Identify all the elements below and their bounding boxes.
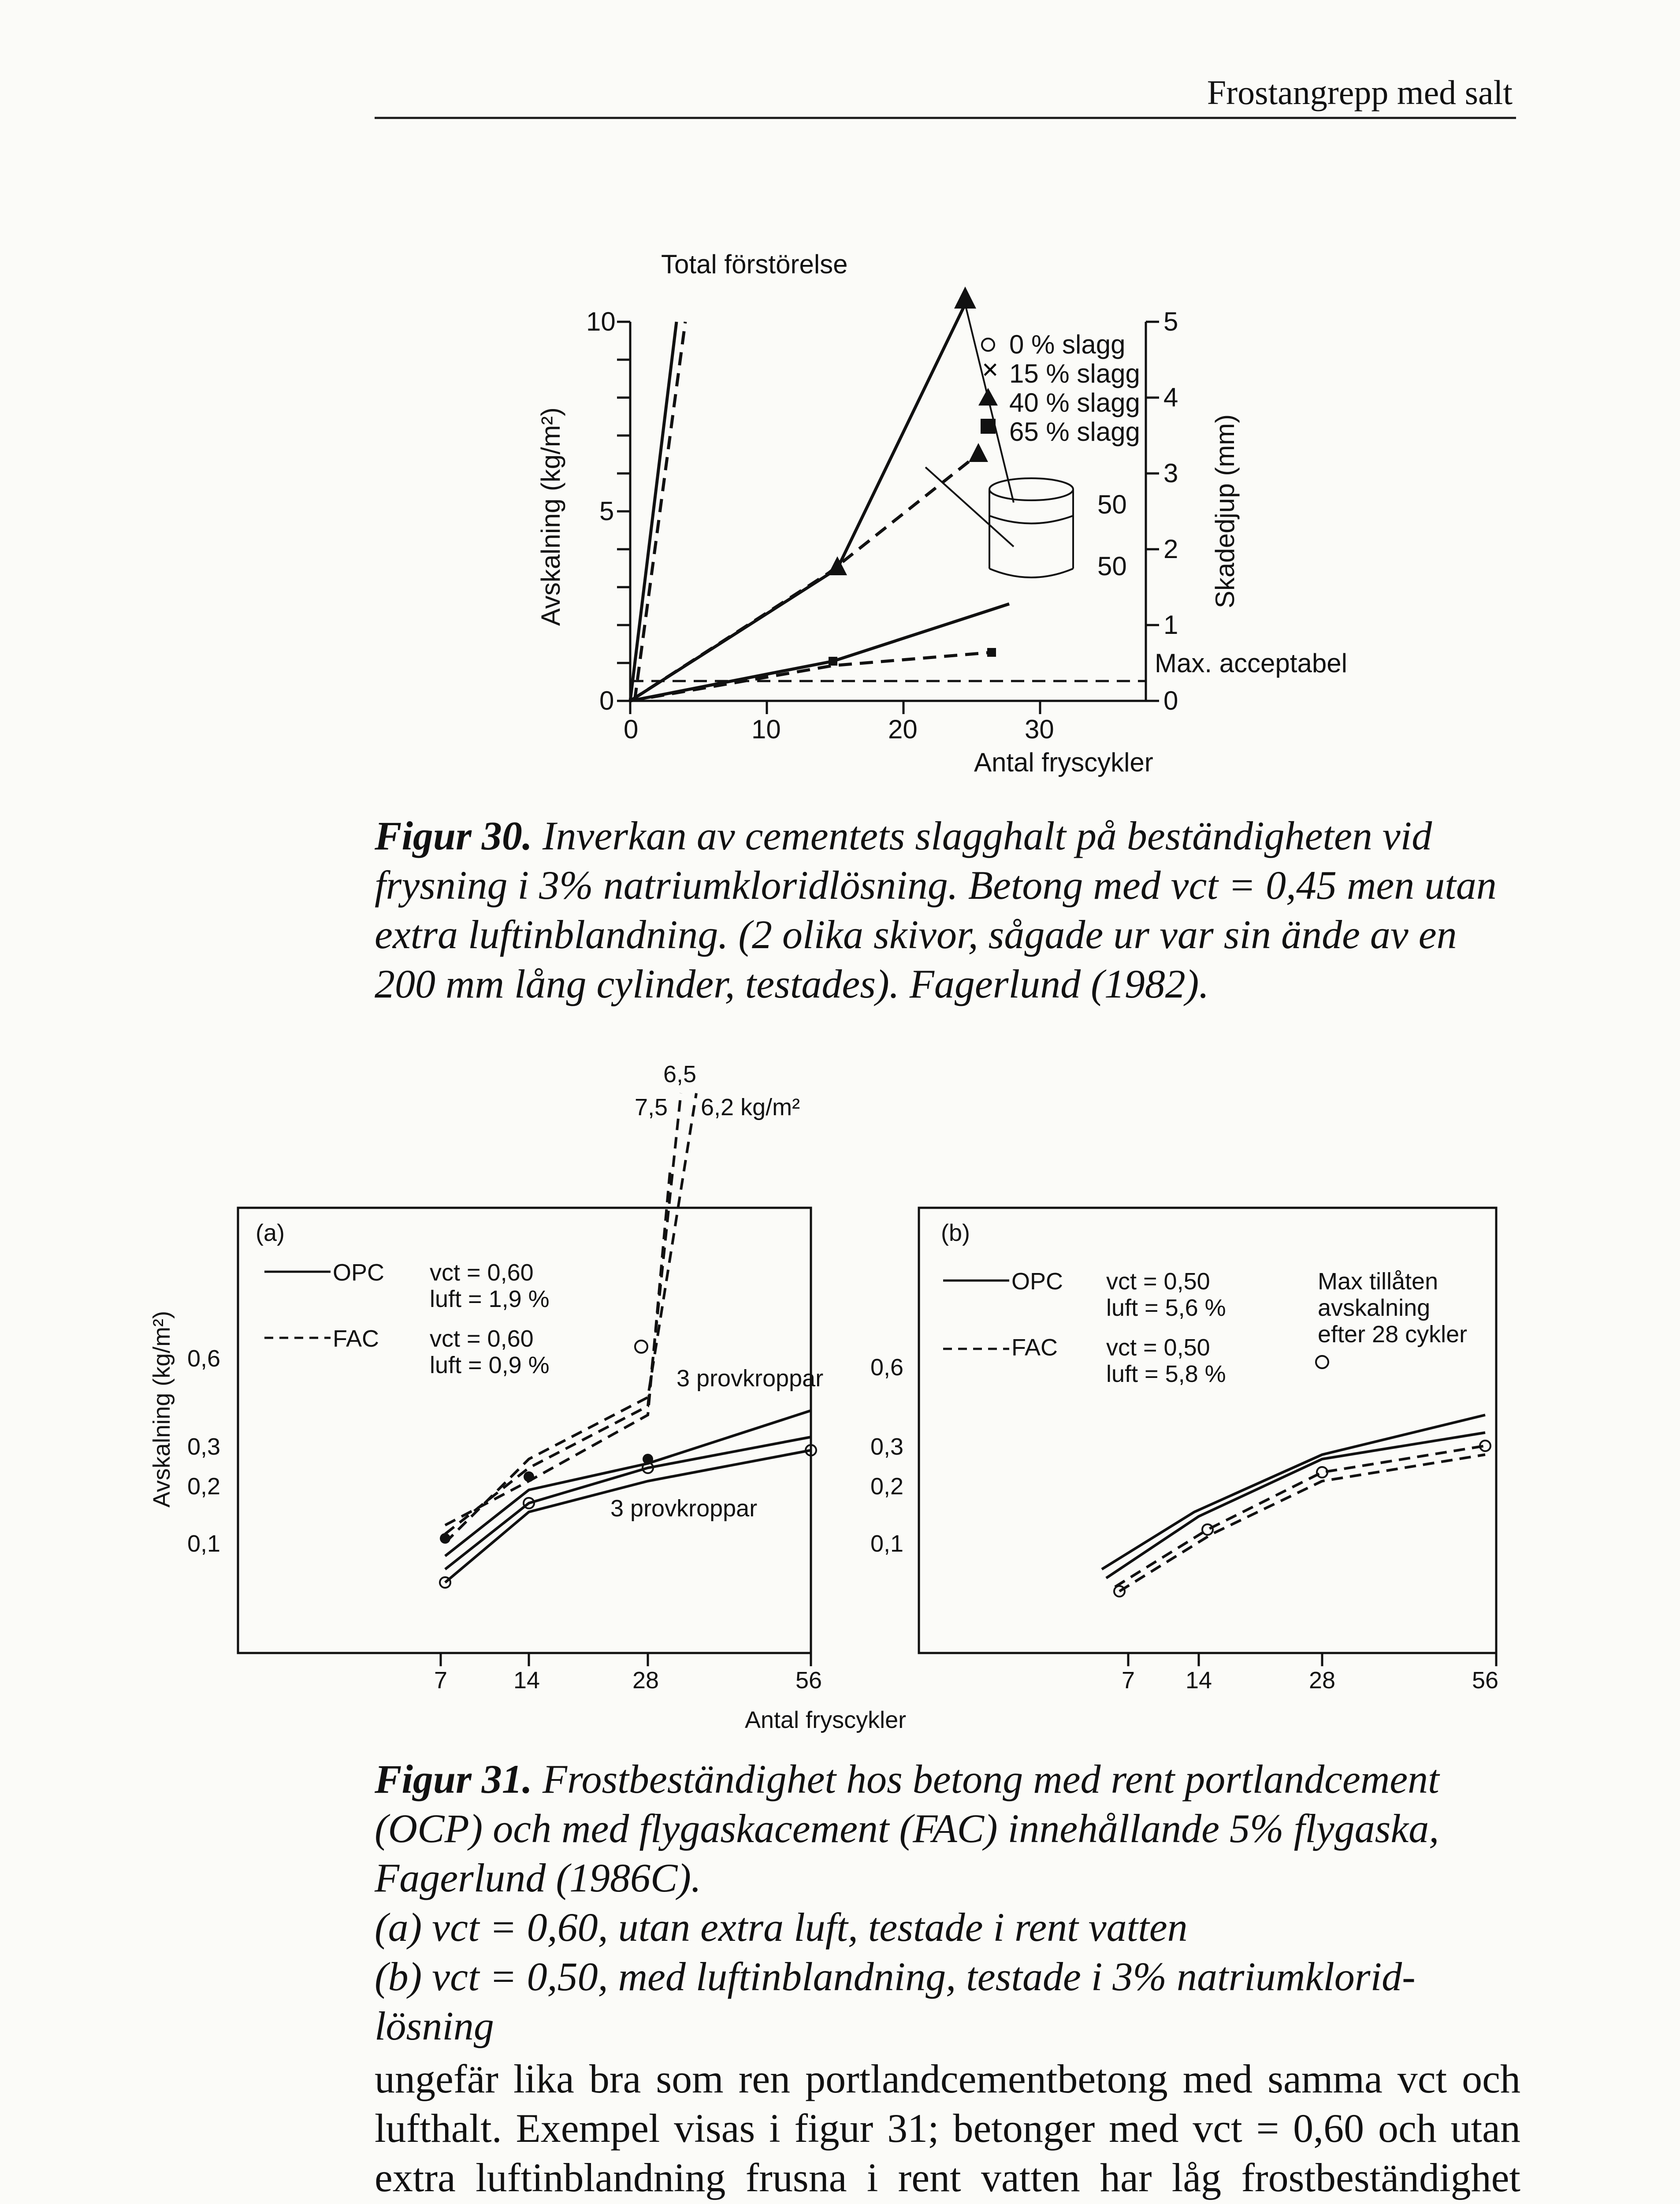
fig31a-note-upper: 3 provkroppar [676,1365,824,1392]
svg-text:7: 7 [434,1667,448,1694]
svg-text:20: 20 [888,715,918,744]
svg-text:×: × [982,354,999,385]
fig31b-max1: Max tillåten [1318,1268,1438,1295]
fig31-caption-line3: (b) vct = 0,50, med luftinblandning, testade i 3% natriumklorid-lösning [375,1954,1416,2048]
fig31-top-v3: 6,2 kg/m² [701,1094,800,1121]
figure-31-caption [375,1754,1520,2051]
svg-text:0: 0 [599,686,614,715]
svg-text:56: 56 [795,1667,822,1694]
svg-text:0: 0 [624,715,639,744]
fig31a-fac: FAC [333,1325,379,1352]
svg-text:3: 3 [1163,458,1178,488]
fig31b-fac: FAC [1011,1334,1058,1361]
svg-text:5: 5 [599,496,614,526]
fig31a-opc: OPC [333,1259,385,1286]
fig30-legend-0: 0 % slagg [1009,330,1126,359]
svg-text:2: 2 [1163,534,1178,564]
svg-text:0,6: 0,6 [187,1345,221,1372]
fig31a-fac-line-3 [445,1093,696,1543]
fig30-caption-label: Figur 30. [375,813,532,858]
fig31b-fac-line-1 [1115,1446,1485,1587]
fig31b-opc-line-1 [1102,1415,1485,1569]
fig31b-opc-vct: vct = 0,50 [1106,1268,1210,1295]
svg-text:56: 56 [1472,1667,1499,1694]
svg-text:0,2: 0,2 [187,1473,221,1500]
svg-text:0,1: 0,1 [187,1530,221,1557]
fig31a-max-marker [635,1340,647,1353]
fig30-legend-2: 40 % slagg [1009,388,1140,417]
fig31a-fac-luft: luft = 0,9 % [430,1352,550,1378]
fig31a-fac-vct: vct = 0,60 [430,1325,534,1352]
svg-text:0,3: 0,3 [187,1433,221,1460]
svg-text:4: 4 [1163,383,1178,412]
svg-text:0,2: 0,2 [870,1473,904,1500]
fig31b-opc: OPC [1011,1268,1063,1295]
page-header-title: Frostangrepp med salt [1207,73,1513,112]
fig31b-marker [1317,1467,1327,1478]
fig31-top-v1: 6,5 [663,1061,697,1087]
svg-text:14: 14 [1186,1667,1212,1694]
svg-text:5: 5 [1163,307,1178,336]
body-paragraph: ungefär lika bra som ren portlandcementbetong med samma vct och lufthalt. Exempel visas i figur 31; betonger med vct = 0,60 och utan extra luftinblandning frusna i rent vatten har låg frostbeständighet [375,2056,1520,2200]
fig30-legend-3: 65 % slagg [1009,417,1140,447]
svg-text:30: 30 [1025,715,1054,744]
fig30-cyl-bottom: 50 [1097,551,1127,581]
svg-text:28: 28 [1309,1667,1336,1694]
fig31a-opc-vct: vct = 0,60 [430,1259,534,1286]
fig30-cyl-top: 50 [1097,490,1127,519]
fig31-x-label: Antal fryscykler [745,1707,907,1733]
fig31-y-label: Avskalning (kg/m²) [149,1310,175,1508]
svg-text:14: 14 [513,1667,540,1694]
fig30-x-label: Antal fryscykler [974,748,1153,777]
fig31a-label: (a) [256,1220,285,1246]
svg-text:0: 0 [1163,686,1178,715]
fig31b-fac-vct: vct = 0,50 [1106,1334,1210,1361]
fig31b-label: (b) [941,1220,970,1246]
fig31b-max2: avskalning [1318,1295,1431,1321]
fig30-caption-text: Inverkan av cementets slagghalt på beständigheten vid frysning i 3% natriumkloridlösning. Betong med vct = 0,45 men utan extra luftinblandning. (2 olika skivor, sågade ur var sin ände av en 200 mm lång cylinder, testades). Fagerlund (1982). [375,813,1497,1006]
fig30-legend-1: 15 % slagg [1009,359,1140,388]
svg-text:10: 10 [586,307,616,336]
fig30-left-axis-label: Avskalning (kg/m²) [536,407,565,626]
fig31b-opc-luft: luft = 5,6 % [1106,1295,1226,1321]
svg-text:7: 7 [1122,1667,1135,1694]
svg-text:1: 1 [1163,610,1178,640]
fig30-right-axis-label: Skadedjup (mm) [1210,414,1240,608]
fig31-top-v2: 7,5 [635,1094,668,1121]
fig31-caption-label: Figur 31. [375,1757,532,1802]
fig30-max-label: Max. acceptabel [1155,648,1347,678]
fig31b-max3: efter 28 cykler [1318,1321,1468,1348]
fig31-caption-line2: (a) vct = 0,60, utan extra luft, testade i rent vatten [375,1905,1188,1950]
fig31a-note-lower: 3 provkroppar [610,1495,758,1522]
fig31b-marker [1202,1524,1213,1535]
fig31b-fac-luft: luft = 5,8 % [1106,1361,1226,1387]
fig31a-opc-line-3 [445,1411,811,1556]
svg-text:0,3: 0,3 [870,1433,904,1460]
fig30-top-label: Total förstörelse [661,249,848,279]
fig31-caption-line1: Frostbeständighet hos betong med rent portlandcement (OCP) och med flygaskacement (FAC) innehållande 5% flygaska, Fagerlund (1986C). [375,1757,1439,1900]
svg-text:10: 10 [751,715,781,744]
svg-text:28: 28 [632,1667,659,1694]
svg-text:0,1: 0,1 [870,1530,904,1557]
fig31b-max-marker [1316,1356,1328,1368]
svg-text:0,6: 0,6 [870,1354,904,1381]
fig31a-opc-luft: luft = 1,9 % [430,1286,550,1312]
